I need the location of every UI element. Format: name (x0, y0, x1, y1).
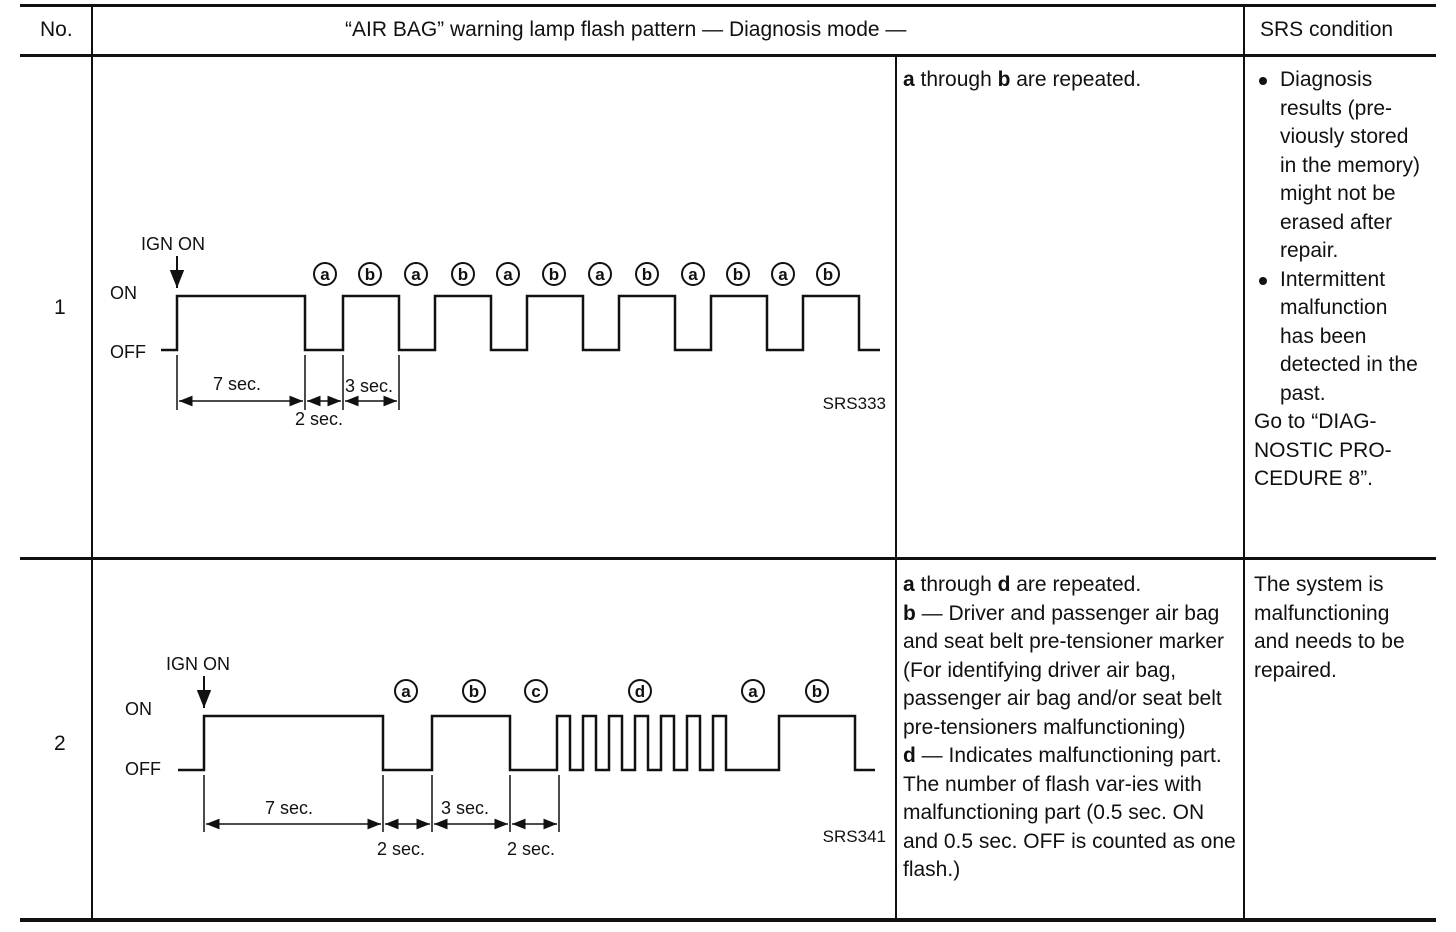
off-label: OFF (125, 759, 161, 779)
svg-text:a: a (320, 265, 330, 284)
marker-a (772, 263, 794, 285)
duration-2-sec: 2 sec. (507, 839, 556, 859)
row-2-flash-diagram (93, 610, 903, 910)
on-label: ON (110, 283, 137, 303)
marker-a (742, 680, 764, 702)
marker-c (525, 680, 547, 702)
duration-2-sec: 2 sec. (295, 409, 344, 429)
header-srs-condition: SRS condition (1260, 18, 1394, 41)
duration-3-sec: 3 sec. (441, 798, 490, 818)
row-2-number: 2 (54, 732, 66, 755)
marker-b (543, 263, 565, 285)
condition-bullet: Diagnosis results (pre-viously stored in the memory) might not be erased after repair. (1254, 66, 1424, 266)
row-1-number: 1 (54, 296, 66, 319)
svg-text:d: d (634, 682, 646, 701)
ign-on-label: IGN ON (141, 234, 206, 254)
marker-a (405, 263, 427, 285)
duration-2-sec: 2 sec. (377, 839, 426, 859)
marker-a (682, 263, 704, 285)
off-label: OFF (110, 342, 146, 362)
svg-text:a: a (411, 265, 421, 284)
figure-code: SRS341 (822, 827, 886, 846)
marker-b (359, 263, 381, 285)
on-label: ON (125, 699, 152, 719)
marker-b (452, 263, 474, 285)
svg-text:a: a (401, 682, 411, 701)
marker-a (497, 263, 519, 285)
marker-d (629, 680, 651, 702)
svg-text:a: a (503, 265, 513, 284)
marker-b (463, 680, 485, 702)
marker-b (636, 263, 658, 285)
column-divider-condition (1243, 4, 1245, 922)
row-2-description: a through d are repeated. b — Driver and passenger air bag and seat belt pre-tensioner marker (For identifying driver air bag, passenger air bag and/or seat belt pre-tensioners malfunctioning) d — Indicates malfunctioning part. The number of flash var-ies with malfunctioning part (0.5 sec. ON and 0.5 sec. OFF is counted as one flash.) (903, 573, 1236, 881)
marker-a (589, 263, 611, 285)
duration-7-sec: 7 sec. (265, 798, 314, 818)
marker-b (727, 263, 749, 285)
figure-code: SRS333 (822, 394, 886, 413)
marker-a (314, 263, 336, 285)
svg-text:b: b (457, 265, 469, 284)
svg-text:a: a (688, 265, 698, 284)
condition-bullet: Intermittent malfunction has been detected in the past. (1254, 266, 1424, 409)
table-top-border (20, 4, 1436, 7)
row-1-srs-condition (1254, 66, 1424, 494)
marker-a (395, 680, 417, 702)
row-2-srs-condition: The system is malfunctioning and needs to be repaired. (1254, 573, 1405, 682)
flash-waveform (178, 716, 875, 770)
svg-text:c: c (531, 682, 541, 701)
svg-text:b: b (641, 265, 653, 284)
ign-on-label: IGN ON (166, 654, 231, 674)
condition-goto: Go to “DIAG-NOSTIC PRO-CEDURE 8”. (1254, 410, 1392, 490)
flash-waveform (161, 296, 880, 350)
svg-text:b: b (822, 265, 834, 284)
header-no: No. (40, 18, 73, 41)
row-1-flash-diagram (93, 180, 903, 560)
table-bottom-border (20, 918, 1436, 922)
marker-b (817, 263, 839, 285)
row-1-description: a through b are repeated. (903, 68, 1142, 91)
header-bottom-border (20, 54, 1436, 57)
svg-text:a: a (778, 265, 788, 284)
svg-text:b: b (732, 265, 744, 284)
svg-text:b: b (811, 682, 823, 701)
svg-text:b: b (468, 682, 480, 701)
svg-text:a: a (748, 682, 758, 701)
duration-3-sec: 3 sec. (345, 376, 394, 396)
svg-text:b: b (364, 265, 376, 284)
svg-text:b: b (548, 265, 560, 284)
duration-7-sec: 7 sec. (213, 374, 262, 394)
svg-text:a: a (595, 265, 605, 284)
marker-b (806, 680, 828, 702)
header-flash-pattern: “AIR BAG” warning lamp flash pattern — Diagnosis mode — (345, 18, 907, 41)
